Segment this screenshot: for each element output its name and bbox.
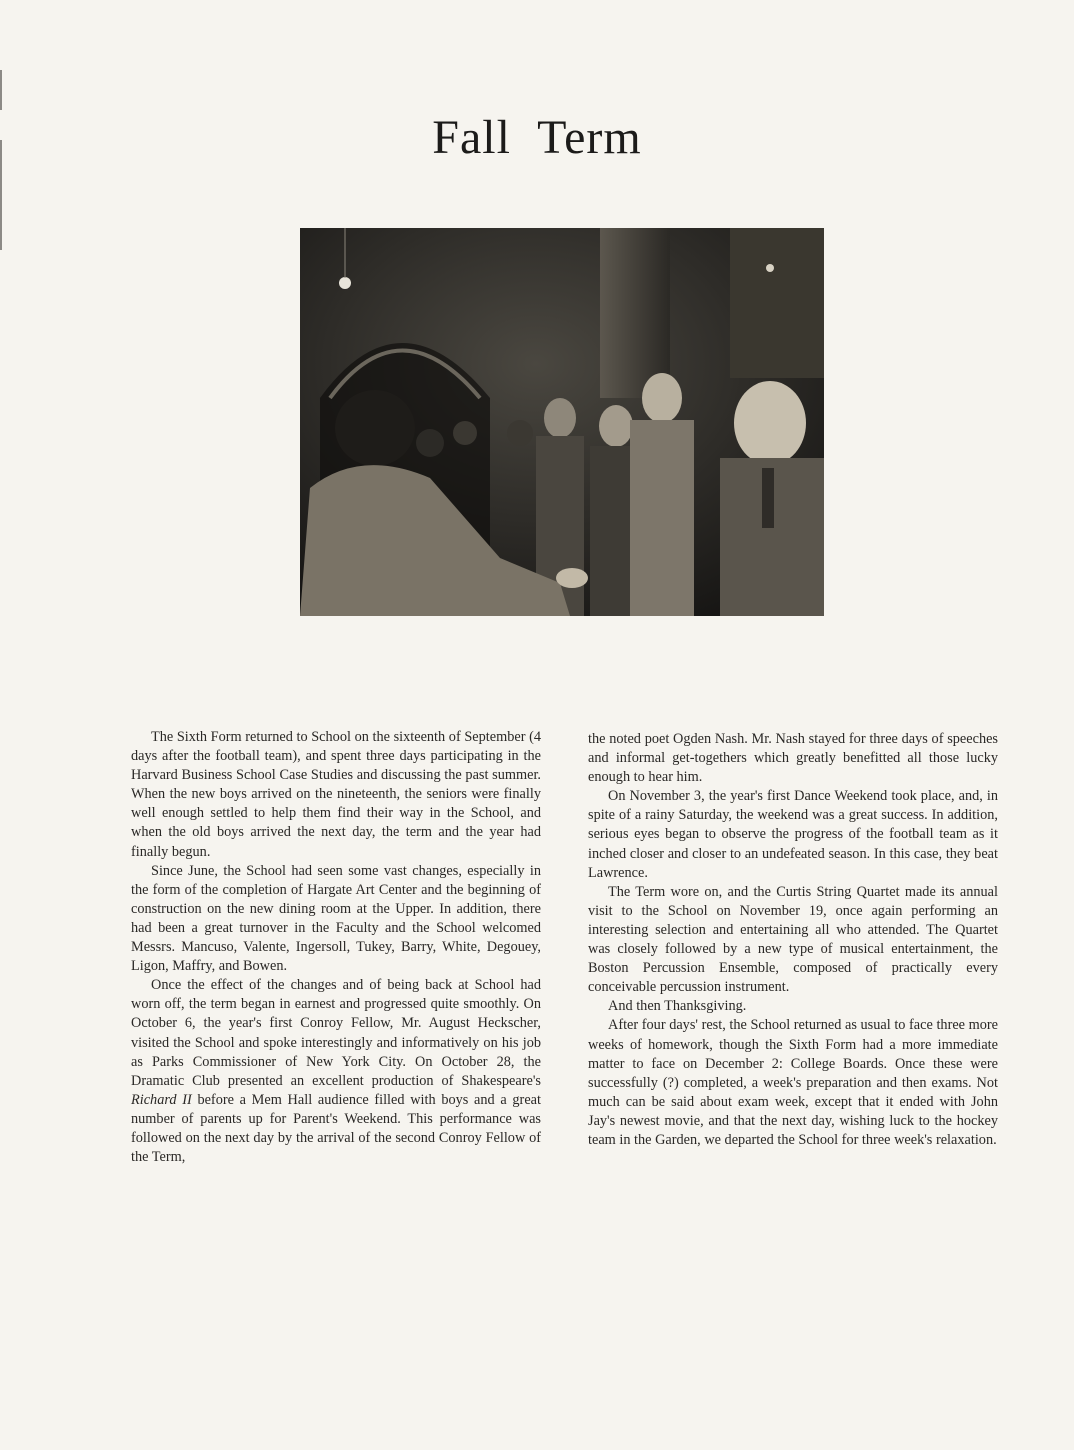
- paragraph: The Sixth Form returned to School on the sixteenth of September (4 days after the football team), and spent three days participating in the Harvard Business School Case Studies and discussing the past summer. When the new boys arrived on the nineteenth, the seniors were finally well enough settled to help them find their way in the School, and when the old boys arrived the next day, the term and the year had finally begun.: [131, 729, 541, 860]
- paragraph: On November 3, the year's first Dance Weekend took place, and, in spite of a rainy Saturday, the weekend was a great success. In addition, serious eyes began to observe the progress of the football team as it inched closer and closer to an undefeated season. In this case, they beat Lawrence.: [588, 788, 998, 881]
- paragraph-text: Once the effect of the changes and of being back at School had worn off, the term began in earnest and progressed quite smoothly. On October 6, the year's first Conroy Fellow, Mr. August Heckscher, visited the School and spoke interestingly and informatively on his job as Parks Commissioner of New York City. On October 28, the Dramatic Club presented an excellent production of Shakespeare's: [131, 977, 541, 1089]
- photo: [300, 228, 824, 616]
- text-column-right: [588, 730, 998, 1150]
- photo-illustration: [300, 228, 824, 616]
- paragraph: the noted poet Ogden Nash. Mr. Nash stayed for three days of speeches and informal get-togethers which greatly benefitted all those lucky enough to hear him.: [588, 731, 998, 786]
- paragraph: Since June, the School had seen some vast changes, especially in the form of the completion of Hargate Art Center and the beginning of construction on the new dining room at the Upper. In addition, there had been a great turnover in the Faculty and the School welcomed Messrs. Mancuso, Valente, Ingersoll, Tukey, Barry, White, Degouey, Ligon, Maffry, and Bowen.: [131, 862, 541, 975]
- play-title: Richard II: [131, 1091, 192, 1108]
- paragraph: The Term wore on, and the Curtis String Quartet made its annual visit to the School on November 19, once again performing an interesting selection and entertaining all who attended. The Quartet was closely followed by a new type of musical entertainment, the Boston Percussion Ensemble, composed of practically every conceivable percussion instrument.: [588, 883, 998, 996]
- page-edge-mark-top: [0, 70, 2, 110]
- paragraph-text: before a Mem Hall audience filled with boys and a great number of parents up for Parent's Weekend. This performance was followed on the next day by the arrival of the second Conroy Fellow of the Term,: [131, 1091, 541, 1166]
- text-column-left: [131, 728, 541, 1167]
- paragraph: And then Thanksgiving.: [608, 998, 747, 1015]
- paragraph: [131, 976, 541, 1167]
- page-title: Fall Term: [432, 111, 642, 165]
- paragraph: After four days' rest, the School returned as usual to face three more weeks of homework, though the Sixth Form had a more immediate matter to face on December 2: College Boards. Once these were successfully (?) completed, a week's preparation and then exams. Not much can be said about exam week, except that it ended with John Jay's newest movie, and that the next day, wishing luck to the hockey team in the Garden, we departed the School for three week's relaxation.: [588, 1017, 998, 1148]
